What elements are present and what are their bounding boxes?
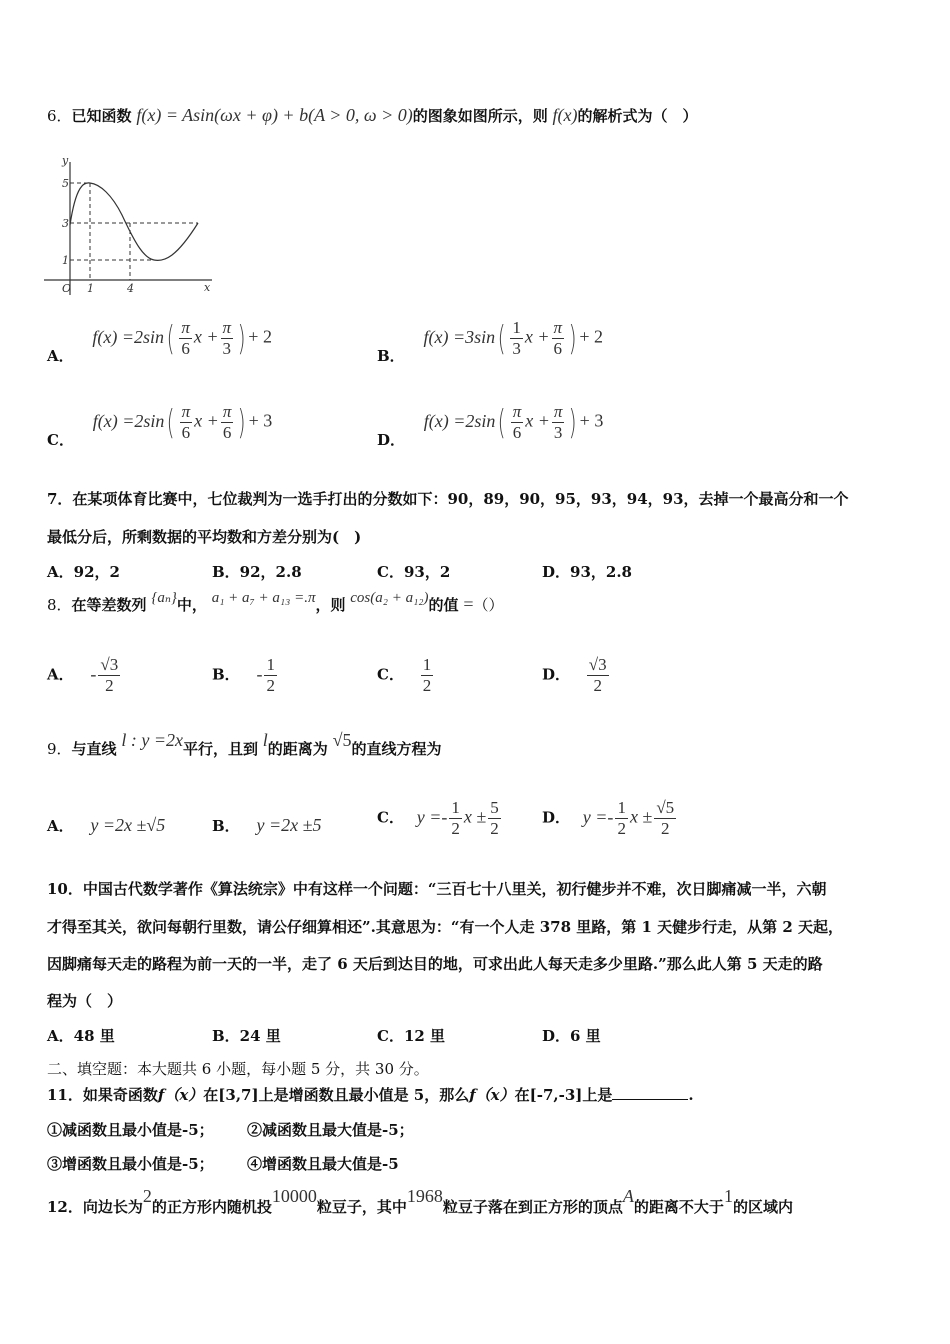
q8-t1: 在等差数列 (71, 596, 147, 614)
q6-option-d-frac1: $\frac{\pi}{6}$ (512, 402, 522, 442)
q6-option-b-fx: f(x) =3sin (423, 326, 496, 347)
q9-option-a-label: A． (47, 817, 74, 835)
q11-t3: 在[-7,-3]上是 (514, 1086, 613, 1104)
q11-fx2: f（x） (469, 1086, 515, 1104)
q6-option-c[interactable]: C． f(x) =2sin( $\frac{\pi}{6}$ x + $\frac{\pi}{6}$ ) + 3 (47, 402, 273, 449)
q8-option-d[interactable] (542, 655, 611, 696)
q6-function-formula: f(x) = Asin(ωx + φ) + b(A > 0, ω > 0) (136, 105, 413, 125)
q6-option-d-tail: + 3 (579, 410, 604, 431)
q6-option-b-label: B． (377, 346, 405, 365)
q8-t3: ，则 (315, 596, 346, 614)
q8-option-c-label: C． (377, 665, 404, 684)
q9-l: l (262, 730, 268, 750)
q10-line3: 因脚痛每天走的路程为前一天的一半，走了 6 天后到达目的地，可求出此人每天走多少里路.”那么此人第 5 天走的路 (47, 955, 823, 973)
q11-fx: f（x） (157, 1086, 204, 1104)
q6-option-a-tail: + 2 (248, 326, 272, 347)
q6-graph-ytick-1: 1 (62, 254, 69, 267)
q12-t4: 粒豆子落在到正方形的顶点 (442, 1198, 623, 1216)
q6-option-d-fx: f(x) =2sin (423, 410, 496, 431)
q7-option-a[interactable]: A．92，2 (47, 563, 120, 581)
section-2-heading: 二、填空题：本大题共 6 小题，每小题 5 分，共 30 分。 (47, 1060, 429, 1078)
q9-option-c-frac2: $\frac{5}{2}$ (490, 798, 499, 838)
q9-option-d-mid: x ± (629, 806, 653, 827)
q6-graph-origin: O (62, 282, 72, 295)
q8-option-b-sign: - (256, 663, 263, 684)
q6-option-c-label: C． (47, 430, 74, 449)
q6-graph-x-label: x (204, 281, 211, 294)
q6-option-a[interactable]: A． f(x) =2sin( $\frac{\pi}{6}$ x + $\frac{\pi}{3}$ ) + 2 (47, 318, 272, 365)
q7-option-b[interactable]: B．92，2.8 (212, 563, 302, 581)
q8-t4: 的值 (428, 596, 459, 614)
q9-option-d[interactable] (542, 798, 678, 839)
q10-line1: 10．中国古代数学著作《算法统宗》中有这样一个问题：“三百七十八里关，初行健步并不难，次日脚痛减一半，六朝 (47, 880, 827, 898)
q6-graph-xtick-1: 1 (87, 282, 94, 295)
q9-option-a-expr: y =2x ±√5 (90, 815, 166, 835)
q6-graph-curve (70, 183, 198, 261)
q9-option-b[interactable] (212, 815, 321, 836)
q6-mid: 的图象如图所示，则 (412, 107, 548, 125)
q9-t2: 平行，且到 (182, 740, 258, 758)
q12-one: 1 (723, 1186, 733, 1206)
q6-fx: f(x) (552, 105, 578, 125)
q8-sequence: {aₙ} (151, 590, 177, 606)
q8-option-d-frac: $\frac{√3}{2}$ (588, 655, 607, 695)
q9-distance: √5 (332, 730, 352, 750)
q11-stem (47, 1084, 694, 1105)
q6-option-a-label: A． (47, 346, 74, 365)
q7-option-d[interactable]: D．93，2.8 (542, 563, 632, 581)
q9-number: 9． (47, 740, 72, 758)
q6-option-d-label: D． (377, 430, 406, 449)
q8-t5: （） (473, 596, 504, 614)
q6-prefix: 已知函数 (71, 107, 132, 125)
q6-option-b-frac1: $\frac{1}{3}$ (512, 318, 521, 358)
q9-t4: 的直线方程为 (351, 740, 442, 758)
q9-option-a[interactable] (47, 815, 165, 836)
q12-t5: 的距离不大于 (633, 1198, 724, 1216)
q8-condition: a₁ + a₇ + a₁₃ =.π (211, 590, 316, 606)
q11-choice-4: ④增函数且最大值是-5 (247, 1155, 399, 1173)
q12-vertex: A (622, 1186, 634, 1206)
q9-line: l : y =2x (121, 730, 183, 750)
q6-graph (40, 150, 220, 300)
q12-n: 10000 (271, 1186, 317, 1206)
q7-option-c[interactable]: C．93，2 (377, 563, 451, 581)
q6-option-b-tail: + 2 (579, 326, 603, 347)
q6-graph-ytick-5: 5 (62, 177, 69, 190)
q7-line1: 7．在某项体育比赛中，七位裁判为一选手打出的分数如下：90，89，90，95，93，94，93，去掉一个最高分和一个 (47, 490, 849, 508)
q8-option-c[interactable] (377, 655, 435, 696)
q11-answer-blank[interactable] (612, 1099, 688, 1100)
q9-t3: 的距离为 (267, 740, 328, 758)
q6-option-c-tail: + 3 (248, 410, 273, 431)
q11-t1: 11．如果奇函数 (47, 1086, 158, 1104)
q9-option-c-mid: x ± (463, 806, 487, 827)
q8-number: 8． (47, 596, 72, 614)
q6-suffix: 的解析式为（ ） (577, 107, 698, 125)
q8-option-b[interactable] (212, 655, 279, 696)
q9-stem (47, 730, 442, 759)
q8-option-a-frac: $\frac{√3}{2}$ (100, 655, 119, 695)
q12-t2: 的正方形内随机投 (151, 1198, 272, 1216)
q6-option-b-frac2: $\frac{\pi}{6}$ (553, 318, 563, 358)
q7-line2: 最低分后，所剩数据的平均数和方差分别为( ) (47, 528, 362, 546)
q6-number: 6． (47, 107, 72, 125)
q9-option-d-frac1: $\frac{1}{2}$ (617, 798, 626, 838)
q11-choice-3: ③增函数且最小值是-5； (47, 1155, 214, 1173)
q9-option-b-label: B． (212, 817, 240, 835)
q10-option-d[interactable]: D．6 里 (542, 1027, 601, 1045)
q9-t1: 与直线 (71, 740, 117, 758)
q8-t2: 中， (176, 596, 207, 614)
q6-graph-xtick-4: 4 (127, 282, 134, 295)
q6-option-a-frac1: $\frac{\pi}{6}$ (181, 318, 190, 358)
q8-option-d-label: D． (542, 665, 571, 684)
q6-option-a-frac2: $\frac{\pi}{3}$ (222, 318, 232, 358)
q9-option-c[interactable] (377, 798, 503, 839)
q12-stem (47, 1186, 793, 1217)
q10-line4: 程为（ ） (47, 992, 123, 1010)
q6-option-a-fx: f(x) =2sin (92, 326, 165, 347)
q9-option-c-pre: y =- (416, 806, 448, 827)
q9-option-b-expr: y =2x ±5 (256, 815, 322, 835)
q9-option-d-pre: y =- (582, 806, 614, 827)
q11-choice-2: ②减函数且最大值是-5； (247, 1121, 414, 1139)
q9-option-d-frac2: $\frac{√5}{2}$ (656, 798, 675, 838)
q9-option-c-label: C． (377, 808, 404, 827)
q8-equals: = (463, 594, 474, 614)
q12-t6: 的区域内 (732, 1198, 793, 1216)
q12-side: 2 (142, 1186, 152, 1206)
q8-option-a[interactable] (47, 655, 122, 696)
q12-k: 1968 (406, 1186, 443, 1206)
q10-line2: 才得至其关，欲问每朝行里数，请公仔细算相还”.其意思为：“有一个人走 378 里路，第 1 天健步行走，从第 2 天起， (47, 918, 844, 936)
q10-option-c[interactable]: C．12 里 (377, 1027, 446, 1045)
q11-t2: 在[3,7]上是增函数且最小值是 5，那么 (203, 1086, 470, 1104)
q6-option-c-fx: f(x) =2sin (92, 410, 165, 431)
q11-choice-1: ①减函数且最小值是-5； (47, 1121, 214, 1139)
q6-stem (47, 105, 698, 126)
q9-option-c-frac1: $\frac{1}{2}$ (451, 798, 460, 838)
q6-option-d[interactable]: D． f(x) =2sin( $\frac{\pi}{6}$ x + $\frac{\pi}{3}$ ) + 3 (377, 402, 604, 449)
q6-option-d-frac2: $\frac{\pi}{3}$ (553, 402, 563, 442)
q6-option-c-frac1: $\frac{\pi}{6}$ (181, 402, 191, 442)
q8-option-a-sign: - (90, 663, 97, 684)
q8-stem (47, 590, 504, 615)
q10-option-b[interactable]: B．24 里 (212, 1027, 281, 1045)
q6-graph-ytick-3: 3 (62, 217, 69, 230)
q8-option-b-frac: $\frac{1}{2}$ (266, 655, 275, 695)
q6-option-b[interactable]: B． f(x) =3sin( $\frac{1}{3}$ x + $\frac{\pi}{6}$ ) + 2 (377, 318, 603, 365)
q11-t4: . (688, 1086, 694, 1104)
q6-option-c-frac2: $\frac{\pi}{6}$ (222, 402, 232, 442)
q9-option-d-label: D． (542, 808, 571, 827)
q8-option-a-label: A． (47, 665, 74, 684)
q8-option-c-frac: $\frac{1}{2}$ (422, 655, 432, 695)
q12-t1: 12．向边长为 (47, 1198, 143, 1216)
q12-t3: 粒豆子，其中 (316, 1198, 407, 1216)
q8-option-b-label: B． (212, 665, 240, 684)
q6-graph-y-label: y (62, 154, 69, 167)
q8-expression: cos(a₂ + a₁₂) (350, 590, 429, 606)
q10-option-a[interactable]: A．48 里 (47, 1027, 115, 1045)
